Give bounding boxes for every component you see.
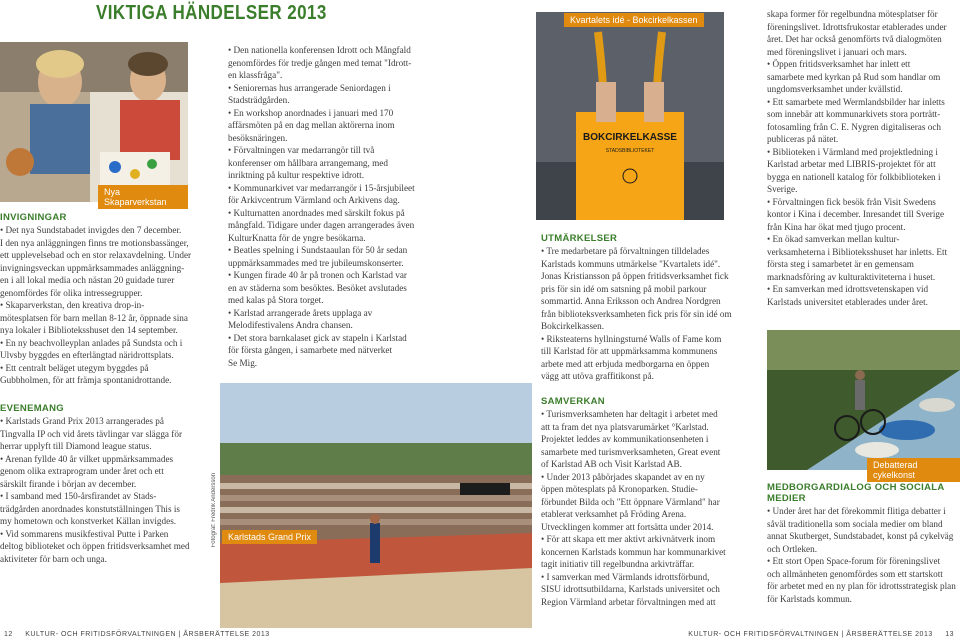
evenemang-heading: EVENEMANG — [0, 403, 64, 414]
text-line: • För att skapa ett mer aktivt arkivnätverk inom — [541, 534, 716, 544]
page-number-left: 12 — [4, 631, 13, 638]
text-line: inriktning på kultur respektive idrott. — [228, 170, 365, 180]
text-line: mångfald. Tidigare under dagen arrangerades även — [228, 220, 415, 230]
text-line: • Arenan fyllde 40 år vilket uppmärksammades — [0, 453, 174, 464]
text-line: Projektet leddes av kommunikationsenheten i — [541, 434, 709, 444]
text-line: Karlstads kommuns utmärkelse "Kvartalets idé". — [541, 258, 721, 269]
text-line: • Tre medarbetare på förvaltningen tilldelades — [541, 246, 710, 256]
bag-print-line1: BOKCIRKELKASSE — [583, 132, 677, 143]
text-line: med föreningslivet i januari och mars. — [767, 46, 907, 57]
column-1 — [0, 212, 212, 387]
text-line: • I samverkan med Värmlands idrottsförbund, — [541, 571, 710, 582]
text-line: fotosamling från C. E. Nygren digitaliseras och — [767, 121, 942, 132]
text-line: Bokcirkelkassen. — [541, 321, 605, 331]
text-line: första steg i samarbetet är en gemensam — [767, 259, 914, 269]
text-line: Region Värmland arbetar förvaltningen med att — [541, 596, 716, 607]
footer-left-text: KULTUR- OCH FRITIDSFÖRVALTNINGEN | ÅRSBERÄTTELSE 2013 — [25, 631, 270, 638]
column-4-medborgardialog — [767, 482, 960, 605]
text-line: och allmänheten genomfördes som ett startskott — [767, 568, 943, 579]
text-line: my hometown och konstverket Källan invigdes. — [0, 516, 177, 526]
text-line: Gubbholmen, för att främja spontanidrottande. — [0, 375, 172, 385]
text-line: för Karlstads kommun. — [767, 593, 852, 604]
text-line: • Kungen firade 40 år på tronen och Karlstad var — [228, 270, 407, 280]
text-line: • Ett stort Open Space-forum för föreningslivet — [767, 556, 941, 566]
text-line: Utvecklingen kommer att fortsätta under 2014. — [541, 521, 714, 532]
text-line: • I samband med 150-årsfirandet av Stads- — [0, 491, 157, 501]
text-line: SISU idrottsutbildarna, Karlstads universitet och — [541, 584, 720, 594]
text-line: från biblioteksverksamheten fick pris för sin idé om — [541, 308, 732, 319]
text-line: särskilt firande i början av december. — [0, 478, 137, 489]
text-line: till Karlstad för att uppmärksamma kommunens — [541, 346, 718, 356]
text-line: • Förvaltningen fick besök från Visit Swedens — [767, 196, 936, 207]
text-line: Sverige. — [767, 184, 798, 194]
bag-caption: Kvartalets idé - Bokcirkelkassen — [564, 13, 704, 27]
samverkan-heading: SAMVERKAN — [541, 396, 605, 407]
text-line: • Beatles spelning i Sundstaaulan för 50 år sedan — [228, 245, 408, 255]
text-line: aktiviteter för barn och unga. — [0, 553, 107, 564]
skaparverkstan-caption: Nya Skaparverkstan — [98, 185, 188, 209]
medborgardialog-heading: MEDBORGARDIALOG OCH SOCIALA MEDIER — [767, 482, 945, 504]
footer-left — [4, 631, 270, 638]
text-line: genomfördes för olika intressegrupper. — [0, 287, 143, 298]
text-line: etablerat verksamhet på Fröding Arena. — [541, 509, 687, 519]
text-line: genom olika extraprogram under året och ett — [0, 466, 164, 476]
text-line: herrar upplyft till Diamond league status. — [0, 441, 152, 451]
stadium-photo — [211, 383, 532, 628]
text-line: • Förvaltningen var medarrangör till två — [228, 145, 375, 155]
text-line: nya lokaler i Biblioteksshuset den 14 september. — [0, 325, 178, 335]
text-line: • Riksteaterns hyllningsturné Walls of Fame kom — [541, 333, 722, 344]
text-line: I den nya anläggningen finns tre motionsbassänger, — [0, 237, 189, 248]
text-line: trädgården anordnades konstutställningen This is — [0, 503, 180, 514]
text-line: Jonas Kristiansson på öppen fritidsverksamhet fick — [541, 271, 729, 281]
text-line: annat Skutberget, Sundstabadet, konst på cykelväg — [767, 531, 954, 541]
text-line: vägg att utöva graffitikonst på. — [541, 371, 654, 381]
stadium-image — [220, 383, 532, 628]
text-line: ett upplevelsebad och en stor relaxavdelning. Under — [0, 250, 192, 260]
bag-print-line2: STADSBIBLIOTEKET — [605, 148, 655, 154]
text-line: • Vid sommarens musikfestival Putte i Parken — [0, 528, 169, 539]
text-line: med kalas på Stora torget. — [228, 295, 324, 305]
text-line: som innebär att kommunarkivets stora porträtt- — [767, 109, 941, 119]
text-line: invigningsveckan uppmärksammades anläggning- — [0, 262, 185, 273]
column-2-text — [228, 44, 438, 369]
text-line: • Ett centralt beläget utegym byggdes på — [0, 362, 149, 373]
text-line: • En workshop anordnades i januari med 170 — [228, 107, 394, 118]
cycle-art-photo — [767, 330, 960, 480]
text-line: pris för sin idé om satsning på mobil parkour — [541, 283, 707, 294]
text-line: • Skaparverkstan, den kreativa drop-in- — [0, 300, 145, 310]
text-line: ungdomsverksamhet under kvällstid. — [767, 84, 903, 94]
text-line: uppmärksammades med tre jubileumskonserter. — [228, 257, 404, 268]
skaparverkstan-photo — [0, 42, 188, 207]
text-line: • Det stora barnkalaset gick av stapeln i Karlstad — [228, 332, 407, 343]
text-line: öppen mötesplats på Kronoparken. Studie- — [541, 484, 698, 494]
text-line: Se Mig. — [228, 357, 258, 368]
text-line: of Karlstad AB och Visit Karlstad AB. — [541, 459, 682, 469]
text-line: och Ortleken. — [767, 543, 818, 554]
text-line: samarbete med kyrkan på Rud som handlar om — [767, 71, 941, 82]
text-line: • Kommunarkivet var medarrangör i 15-årsjubileet — [228, 182, 415, 193]
cycle-caption: Debatterad cykelkonst — [867, 458, 960, 482]
stadium-caption: Karlstads Grand Prix — [222, 530, 317, 544]
text-line: en klassfråga". — [228, 70, 283, 80]
text-line: från Kina har ökat med tjugo procent. — [767, 221, 906, 232]
text-line: Tingvalla IP och vid årets tävlingar var slägga för — [0, 428, 183, 439]
page-number-right: 13 — [945, 631, 954, 638]
bokcirkelkasse-image — [536, 12, 724, 220]
page-title: VIKTIGA HÄNDELSER 2013 — [96, 2, 327, 24]
footer-right-text: KULTUR- OCH FRITIDSFÖRVALTNINGEN | ÅRSBERÄTTELSE 2013 — [688, 631, 933, 638]
medborgardialog-text — [767, 505, 960, 605]
text-line: • Turismverksamheten har deltagit i arbetet med — [541, 409, 718, 419]
photo-credit: Fotograf: Fredrik Andersson — [211, 473, 217, 548]
text-line: Karlstads universitet etablerades under året. — [767, 296, 928, 307]
text-line: • En ökad samverkan mellan kultur- — [767, 234, 900, 244]
text-line: att ta fram det nya platsvarumärket °Karlstad. — [541, 421, 709, 432]
text-line: • Öppen fritidsverksamhet har inlett ett — [767, 59, 911, 69]
text-line: kontor i Kina i december. Inresandet till Sverige — [767, 209, 945, 219]
footer-right — [688, 631, 954, 638]
text-line: såväl traditionella som sociala medier om bland — [767, 518, 943, 529]
samverkan-text — [541, 408, 761, 608]
text-line: för Arkivcentrum Värmland och Arkivens dag. — [228, 195, 400, 205]
text-line: • Ett samarbete med Wermlandsbilder har inletts — [767, 96, 945, 107]
text-line: koncernen Karlstads kommun har kommunarkivet — [541, 546, 726, 557]
utmarkelser-text — [541, 245, 761, 383]
text-line: en av städerna som besöktes. Besöket avslutades — [228, 282, 407, 293]
invigningar-heading: INVIGNINGAR — [0, 212, 67, 223]
column-1-evenemang — [0, 403, 212, 565]
text-line: • Seniorernas hus arrangerade Seniordagen i — [228, 82, 391, 93]
text-line: för arbetet med en ny plan för idrottsstrategisk plan — [767, 581, 956, 591]
children-painting-image — [0, 42, 188, 202]
text-line: konferenser om hållbara arrangemang, med — [228, 157, 388, 168]
text-line: • Karlstad arrangerade årets upplaga av — [228, 307, 373, 318]
text-line: en i all lokal media och nästan 20 guidade turer — [0, 275, 175, 285]
utmarkelser-heading: UTMÄRKELSER — [541, 233, 618, 244]
text-line: publiceras på nätet. — [767, 134, 839, 144]
text-line: • Biblioteken i Värmland med projektledning i — [767, 146, 938, 157]
text-line: genomfördes för tredje gången med temat "Idrott- — [228, 57, 412, 68]
text-line: Stadsträdgården. — [228, 95, 290, 105]
column-3-utmarkelser — [541, 233, 761, 383]
text-line: samarbete med turismverksamheten, Great event — [541, 446, 721, 457]
text-line: mötesplatsen för barn mellan 8-12 år, öppnade sina — [0, 312, 188, 323]
text-line: bygga en nationell katalog för folkbiblioteken i — [767, 171, 941, 182]
evenemang-text — [0, 415, 212, 565]
text-line: arbete med att erbjuda medborgarna en öppen — [541, 358, 710, 369]
text-line: skapa former för regelbundna mötesplatser för — [767, 9, 938, 19]
text-line: • Den nationella konferensen Idrott och Mångfald — [228, 45, 411, 55]
text-line: • Under 2013 påbörjades skapandet av en ny — [541, 471, 705, 482]
text-line: • Karlstads Grand Prix 2013 arrangerades på — [0, 416, 164, 426]
text-line: KulturKnatta för de yngre besökarna. — [228, 232, 366, 243]
text-line: besöksnäringen. — [228, 132, 288, 143]
text-line: marknadsföring av kulturaktiviteterna i huset. — [767, 271, 936, 282]
text-line: föreningslivet. Idrottsfrukostar etablerades under — [767, 21, 947, 32]
text-line: Karlstad arbetar med LIBRIS-projektet för att — [767, 159, 936, 169]
bag-photo — [536, 12, 724, 220]
text-line: tagit initiativ till regelbundna arkivträffar. — [541, 559, 695, 569]
text-line: • Det nya Sundstabadet invigdes den 7 december. — [0, 225, 182, 235]
text-line: • Kulturnatten anordnades med särskilt fokus på — [228, 207, 405, 218]
text-line: Melodifestivalens Andra chansen. — [228, 320, 353, 330]
text-line: • En ny beachvolleyplan anlades på Sundsta och i — [0, 337, 183, 348]
text-line: affärsmöten på en dag mellan aktörerna inom — [228, 120, 395, 130]
text-line: deltog biblioteket och öppen fritidsverksamhet med — [0, 541, 190, 551]
column-4-text — [767, 8, 960, 308]
text-line: för första gången, i samarbete med nätverket — [228, 345, 393, 355]
text-line: • En samverkan med idrottsvetenskapen vid — [767, 284, 929, 294]
text-line: • Under året har det förekommit flitiga debatter i — [767, 506, 946, 516]
text-line: Ulvsby byggdes en efterlängtad näridrottsplats. — [0, 350, 174, 360]
text-line: verksamheterna i Biblioteksshuset har inletts. Ett — [767, 246, 948, 257]
text-line: förbundet Bilda och "Ett öppnare Värmland" har — [541, 496, 720, 507]
text-line: sommartid. Anna Eriksson och Andrea Nordgren — [541, 296, 721, 306]
invigningar-text — [0, 224, 212, 387]
column-3-samverkan — [541, 396, 761, 608]
text-line: året. Det har också genomförts två dialogmöten — [767, 34, 942, 44]
cycle-art-image — [767, 330, 960, 470]
